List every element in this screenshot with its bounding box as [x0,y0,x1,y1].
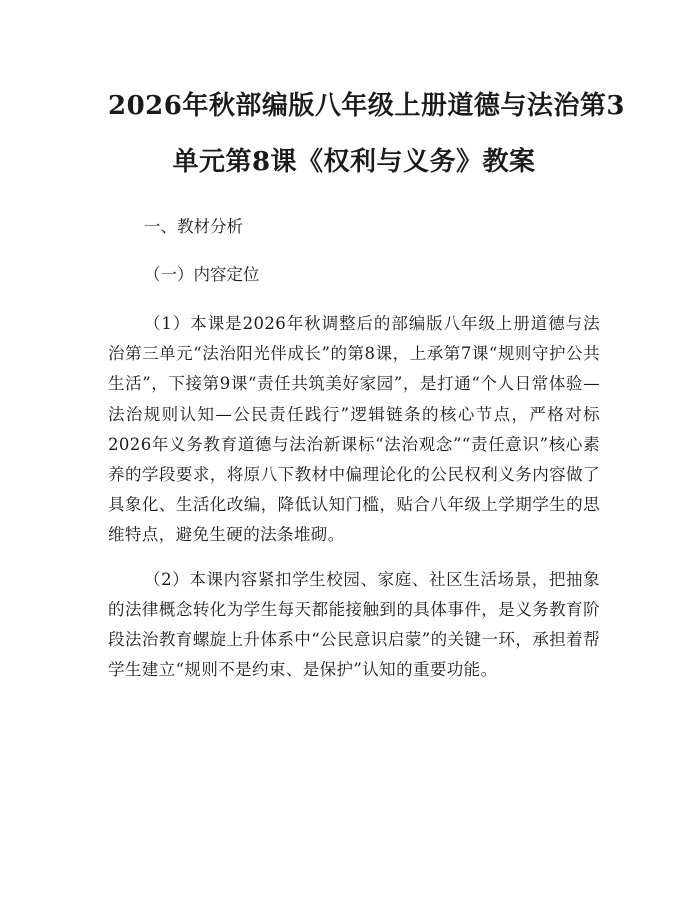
document-title [108,78,625,190]
section-heading: 一、教材分析 [144,217,243,236]
subsection-heading: （一）内容定位 [144,265,260,284]
paragraph-2: （2）本课内容紧扣学生校园、家庭、社区生活场景，把抽象的法律概念转化为学生每天都能接触到的具体事件，是义务教育阶段法治教育螺旋上升体系中“公民意识启蒙”的关键一环，承担着帮学生建立“规则不是约束、是保护”认知的重要功能。 [108,569,600,680]
paragraph-1: （1）本课是2026年秋调整后的部编版八年级上册道德与法治第三单元“法治阳光伴成长”的第8课，上承第7课“规则守护公共生活”，下接第9课“责任共筑美好家园”，是打通“个人日常体验—法治规则认知—公民责任践行”逻辑链条的核心节点，严格对标2026年义务教育道德与法治新课标“法治观念”“责任意识”核心素养的学段要求，将原八下教材中偏理论化的公民权利义务内容做了具象化、生活化改编，降低认知门槛，贴合八年级上学期学生的思维特点，避免生硬的法条堆砌。 [108,314,600,545]
title-line-2: 单元第8课《权利与义务》教案 [172,147,536,177]
title-line-1: 2026年秋部编版八年级上册道德与法治第3 [108,91,625,121]
